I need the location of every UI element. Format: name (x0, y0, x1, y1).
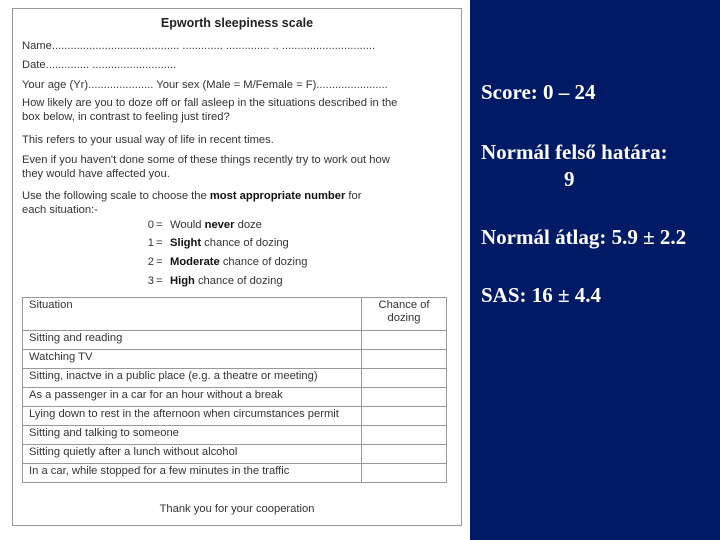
question-line-2: box below, in contrast to feeling just tired? (22, 111, 230, 123)
document-title: Epworth sleepiness scale (160, 16, 314, 30)
scale-number: 2 (147, 256, 154, 268)
even-line-1: Even if you haven't done some of these things recently try to work out how (22, 154, 390, 166)
scale-text (170, 236, 289, 250)
scale-equals: = (156, 256, 163, 268)
chance-cell[interactable] (362, 331, 447, 350)
refers-line: This refers to your usual way of life in recent times. (22, 134, 274, 146)
table-row (23, 388, 447, 407)
situation-table (22, 297, 447, 483)
scale-post: chance of dozing (194, 275, 283, 287)
chance-cell[interactable] (362, 350, 447, 369)
scale-number: 3 (147, 275, 154, 287)
chance-cell[interactable] (362, 426, 447, 445)
chance-cell[interactable] (362, 445, 447, 464)
chance-cell[interactable] (362, 407, 447, 426)
scale-pre: Would (170, 219, 205, 231)
table-header-row (23, 298, 447, 331)
situation-cell: Lying down to rest in the afternoon when circumstances permit (23, 407, 362, 426)
age-sex-line: Your age (Yr)..................... Your sex (Male = M/Female = F)....................... (22, 79, 388, 91)
scale-post: chance of dozing (219, 256, 308, 268)
scale-bold: never (204, 219, 235, 231)
situation-cell: Sitting and reading (23, 331, 362, 350)
scale-number: 0 (147, 219, 154, 231)
table-row (23, 331, 447, 350)
normal-upper-label: Normál felső határa: (481, 140, 668, 164)
scale-text (170, 218, 262, 232)
scale-post: chance of dozing (201, 237, 289, 249)
scale-equals: = (156, 219, 163, 231)
table-row (23, 350, 447, 369)
thanks-text: Thank you for your cooperation (159, 503, 315, 515)
chance-cell[interactable] (362, 388, 447, 407)
situation-cell: As a passenger in a car for an hour without a break (23, 388, 362, 407)
even-line-2: they would have affected you. (22, 168, 170, 180)
situation-cell: Sitting and talking to someone (23, 426, 362, 445)
use-line-2: each situation:- (22, 204, 98, 216)
situation-cell: Watching TV (23, 350, 362, 369)
use-bold: most appropriate number (209, 190, 346, 202)
date-line: Date.............. ........................... (22, 59, 177, 71)
score-text: Score: 0 – 24 (481, 80, 596, 104)
header-situation: Situation (23, 298, 362, 331)
use-prefix: Use the following scale to choose the (22, 190, 210, 202)
name-line: Name......................................... ............. .............. .. .............................. (22, 40, 376, 52)
scale-text (170, 274, 283, 288)
scale-number: 1 (147, 237, 154, 249)
situation-cell: Sitting, inactve in a public place (e.g. a theatre or meeting) (23, 369, 362, 388)
scale-post: doze (234, 219, 262, 231)
sas-text: SAS: 16 ± 4.4 (481, 283, 602, 307)
use-line-1 (22, 189, 362, 203)
scale-text (170, 255, 307, 269)
chance-cell[interactable] (362, 369, 447, 388)
scale-bold: Slight (170, 237, 202, 249)
scale-equals: = (156, 275, 163, 287)
table-row (23, 464, 447, 483)
header-chance-of-dozing: Chance of dozing (362, 298, 447, 331)
table-row (23, 445, 447, 464)
scale-equals: = (156, 237, 163, 249)
situation-cell: Sitting quietly after a lunch without alcohol (23, 445, 362, 464)
table-row (23, 426, 447, 445)
table-row (23, 407, 447, 426)
table-row (23, 369, 447, 388)
scale-bold: High (170, 275, 195, 287)
chance-cell[interactable] (362, 464, 447, 483)
question-line-1: How likely are you to doze off or fall asleep in the situations described in the (22, 97, 398, 109)
scale-bold: Moderate (170, 256, 220, 268)
use-suffix: for (345, 190, 362, 202)
situation-cell: In a car, while stopped for a few minutes in the traffic (23, 464, 362, 483)
normal-mean-text: Normál átlag: 5.9 ± 2.2 (481, 225, 687, 249)
normal-upper-value: 9 (564, 167, 575, 191)
